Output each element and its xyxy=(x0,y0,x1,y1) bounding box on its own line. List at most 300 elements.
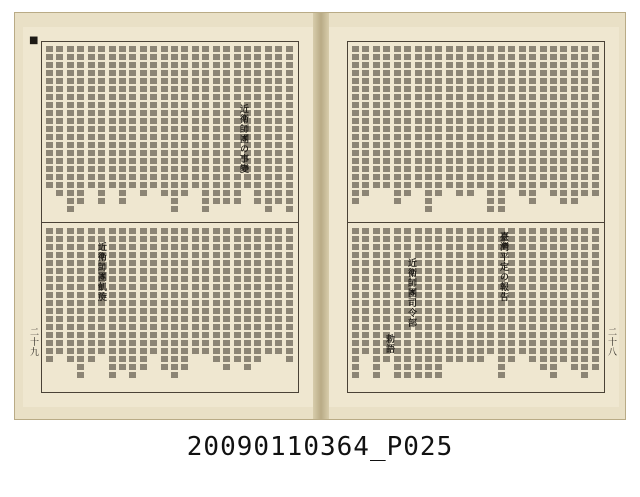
glyph-mark xyxy=(477,118,484,124)
glyph-mark xyxy=(129,78,136,84)
glyph-mark xyxy=(181,174,188,180)
glyph-mark xyxy=(202,158,209,164)
glyph-mark xyxy=(571,134,578,140)
glyph-mark xyxy=(171,268,178,274)
glyph-mark xyxy=(550,260,557,266)
glyph-mark xyxy=(286,276,293,282)
glyph-mark xyxy=(571,356,578,362)
glyph-mark xyxy=(234,198,241,204)
glyph-mark xyxy=(109,182,116,188)
glyph-mark xyxy=(519,244,526,250)
glyph-mark xyxy=(161,134,168,140)
glyph-mark xyxy=(383,244,390,250)
glyph-mark xyxy=(140,166,147,172)
glyph-mark xyxy=(352,244,359,250)
glyph-mark xyxy=(404,244,411,250)
glyph-mark xyxy=(150,150,157,156)
glyph-mark xyxy=(508,300,515,306)
text-column xyxy=(550,46,558,218)
text-column xyxy=(56,228,64,388)
glyph-mark xyxy=(529,228,536,234)
glyph-mark xyxy=(46,94,53,100)
glyph-mark xyxy=(98,324,105,330)
glyph-mark xyxy=(467,332,474,338)
glyph-mark xyxy=(67,118,74,124)
glyph-mark xyxy=(223,332,230,338)
glyph-mark xyxy=(254,182,261,188)
glyph-mark xyxy=(88,260,95,266)
glyph-mark xyxy=(529,236,536,242)
glyph-mark xyxy=(88,126,95,132)
glyph-mark xyxy=(519,150,526,156)
glyph-mark xyxy=(592,324,599,330)
glyph-mark xyxy=(234,252,241,258)
glyph-mark xyxy=(181,150,188,156)
glyph-mark xyxy=(446,158,453,164)
glyph-mark xyxy=(265,94,272,100)
glyph-mark xyxy=(254,142,261,148)
glyph-mark xyxy=(129,276,136,282)
glyph-mark xyxy=(88,102,95,108)
glyph-mark xyxy=(498,198,505,204)
glyph-mark xyxy=(119,142,126,148)
glyph-mark xyxy=(119,54,126,60)
glyph-mark xyxy=(362,190,369,196)
glyph-mark xyxy=(477,348,484,354)
glyph-mark xyxy=(456,54,463,60)
glyph-mark xyxy=(265,182,272,188)
glyph-mark xyxy=(223,300,230,306)
glyph-mark xyxy=(150,78,157,84)
glyph-mark xyxy=(519,236,526,242)
text-column xyxy=(181,46,189,218)
glyph-mark xyxy=(362,62,369,68)
glyph-mark xyxy=(571,86,578,92)
glyph-mark xyxy=(571,166,578,172)
glyph-mark xyxy=(477,150,484,156)
glyph-mark xyxy=(362,134,369,140)
glyph-mark xyxy=(456,62,463,68)
glyph-mark xyxy=(286,182,293,188)
glyph-mark xyxy=(46,260,53,266)
glyph-mark xyxy=(181,308,188,314)
glyph-mark xyxy=(150,174,157,180)
glyph-mark xyxy=(286,54,293,60)
glyph-mark xyxy=(119,94,126,100)
glyph-mark xyxy=(394,316,401,322)
glyph-mark xyxy=(425,70,432,76)
glyph-mark xyxy=(487,166,494,172)
glyph-mark xyxy=(394,228,401,234)
glyph-mark xyxy=(223,198,230,204)
glyph-mark xyxy=(171,142,178,148)
glyph-mark xyxy=(540,252,547,258)
glyph-mark xyxy=(487,236,494,242)
glyph-mark xyxy=(487,316,494,322)
glyph-mark xyxy=(67,252,74,258)
glyph-mark xyxy=(581,236,588,242)
glyph-mark xyxy=(119,46,126,52)
glyph-mark xyxy=(119,308,126,314)
right-heading-bottom-1: 臺灣平定の報告 xyxy=(498,232,508,302)
glyph-mark xyxy=(550,126,557,132)
text-column xyxy=(529,228,537,388)
glyph-mark xyxy=(213,308,220,314)
glyph-mark xyxy=(487,190,494,196)
glyph-mark xyxy=(223,276,230,282)
glyph-mark xyxy=(223,284,230,290)
glyph-mark xyxy=(571,244,578,250)
glyph-mark xyxy=(192,244,199,250)
glyph-mark xyxy=(181,118,188,124)
glyph-mark xyxy=(46,292,53,298)
glyph-mark xyxy=(140,62,147,68)
glyph-mark xyxy=(373,364,380,370)
glyph-mark xyxy=(119,332,126,338)
glyph-mark xyxy=(171,244,178,250)
glyph-mark xyxy=(394,300,401,306)
glyph-mark xyxy=(223,364,230,370)
glyph-mark xyxy=(550,292,557,298)
glyph-mark xyxy=(119,340,126,346)
glyph-mark xyxy=(56,260,63,266)
glyph-mark xyxy=(244,252,251,258)
glyph-mark xyxy=(213,126,220,132)
glyph-mark xyxy=(171,324,178,330)
glyph-mark xyxy=(467,276,474,282)
glyph-mark xyxy=(425,252,432,258)
glyph-mark xyxy=(581,364,588,370)
glyph-mark xyxy=(192,228,199,234)
glyph-mark xyxy=(446,78,453,84)
glyph-mark xyxy=(202,70,209,76)
glyph-mark xyxy=(477,356,484,362)
glyph-mark xyxy=(275,340,282,346)
glyph-mark xyxy=(592,292,599,298)
text-column xyxy=(498,46,506,218)
glyph-mark xyxy=(244,54,251,60)
glyph-mark xyxy=(487,284,494,290)
glyph-mark xyxy=(109,268,116,274)
glyph-mark xyxy=(202,102,209,108)
text-column xyxy=(77,228,85,388)
glyph-mark xyxy=(571,252,578,258)
glyph-mark xyxy=(119,228,126,234)
glyph-mark xyxy=(140,94,147,100)
glyph-mark xyxy=(571,158,578,164)
glyph-mark xyxy=(254,94,261,100)
glyph-mark xyxy=(254,316,261,322)
glyph-mark xyxy=(223,182,230,188)
glyph-mark xyxy=(244,364,251,370)
glyph-mark xyxy=(571,190,578,196)
glyph-mark xyxy=(383,118,390,124)
glyph-mark xyxy=(435,46,442,52)
glyph-mark xyxy=(581,372,588,378)
glyph-mark xyxy=(234,62,241,68)
glyph-mark xyxy=(415,372,422,378)
glyph-mark xyxy=(286,252,293,258)
glyph-mark xyxy=(415,118,422,124)
glyph-mark xyxy=(150,118,157,124)
glyph-mark xyxy=(254,340,261,346)
glyph-mark xyxy=(592,142,599,148)
text-column xyxy=(119,46,127,218)
glyph-mark xyxy=(98,86,105,92)
glyph-mark xyxy=(456,332,463,338)
glyph-mark xyxy=(109,260,116,266)
glyph-mark xyxy=(519,110,526,116)
glyph-mark xyxy=(415,348,422,354)
glyph-mark xyxy=(540,166,547,172)
glyph-mark xyxy=(223,292,230,298)
glyph-mark xyxy=(244,332,251,338)
glyph-mark xyxy=(67,292,74,298)
glyph-mark xyxy=(592,110,599,116)
glyph-mark xyxy=(67,206,74,212)
glyph-mark xyxy=(592,94,599,100)
glyph-mark xyxy=(98,78,105,84)
glyph-mark xyxy=(352,236,359,242)
glyph-mark xyxy=(550,134,557,140)
glyph-mark xyxy=(56,340,63,346)
glyph-mark xyxy=(213,110,220,116)
glyph-mark xyxy=(254,236,261,242)
glyph-mark xyxy=(119,70,126,76)
glyph-mark xyxy=(181,182,188,188)
glyph-mark xyxy=(550,118,557,124)
text-column xyxy=(571,46,579,218)
glyph-mark xyxy=(192,94,199,100)
glyph-mark xyxy=(254,260,261,266)
glyph-mark xyxy=(592,348,599,354)
glyph-mark xyxy=(529,356,536,362)
glyph-mark xyxy=(467,182,474,188)
glyph-mark xyxy=(244,46,251,52)
glyph-mark xyxy=(213,158,220,164)
glyph-mark xyxy=(56,54,63,60)
glyph-mark xyxy=(519,62,526,68)
glyph-mark xyxy=(456,348,463,354)
glyph-mark xyxy=(223,340,230,346)
glyph-mark xyxy=(181,94,188,100)
glyph-mark xyxy=(213,228,220,234)
glyph-mark xyxy=(446,324,453,330)
glyph-mark xyxy=(529,324,536,330)
glyph-mark xyxy=(456,126,463,132)
glyph-mark xyxy=(487,94,494,100)
glyph-mark xyxy=(456,182,463,188)
glyph-mark xyxy=(456,284,463,290)
glyph-mark xyxy=(161,340,168,346)
glyph-mark xyxy=(265,268,272,274)
glyph-mark xyxy=(394,276,401,282)
glyph-mark xyxy=(529,174,536,180)
glyph-mark xyxy=(487,276,494,282)
glyph-mark xyxy=(467,268,474,274)
glyph-mark xyxy=(181,316,188,322)
glyph-mark xyxy=(373,70,380,76)
glyph-mark xyxy=(98,332,105,338)
glyph-mark xyxy=(286,118,293,124)
glyph-mark xyxy=(77,46,84,52)
glyph-mark xyxy=(171,174,178,180)
glyph-mark xyxy=(234,260,241,266)
glyph-mark xyxy=(415,54,422,60)
glyph-mark xyxy=(362,158,369,164)
glyph-mark xyxy=(550,308,557,314)
glyph-mark xyxy=(550,284,557,290)
glyph-mark xyxy=(234,324,241,330)
glyph-mark xyxy=(109,150,116,156)
glyph-mark xyxy=(181,86,188,92)
glyph-mark xyxy=(519,316,526,322)
glyph-mark xyxy=(487,142,494,148)
glyph-mark xyxy=(77,78,84,84)
glyph-mark xyxy=(404,118,411,124)
text-column xyxy=(254,228,262,388)
glyph-mark xyxy=(202,340,209,346)
glyph-mark xyxy=(77,300,84,306)
text-column xyxy=(581,228,589,388)
text-column xyxy=(383,228,391,388)
glyph-mark xyxy=(373,348,380,354)
glyph-mark xyxy=(415,142,422,148)
glyph-mark xyxy=(508,110,515,116)
glyph-mark xyxy=(446,292,453,298)
glyph-mark xyxy=(581,110,588,116)
glyph-mark xyxy=(46,268,53,274)
text-column xyxy=(435,46,443,218)
glyph-mark xyxy=(456,316,463,322)
glyph-mark xyxy=(254,126,261,132)
glyph-mark xyxy=(77,158,84,164)
glyph-mark xyxy=(425,46,432,52)
glyph-mark xyxy=(404,332,411,338)
glyph-mark xyxy=(519,134,526,140)
glyph-mark xyxy=(446,332,453,338)
glyph-mark xyxy=(373,94,380,100)
glyph-mark xyxy=(550,236,557,242)
text-column xyxy=(592,228,600,388)
glyph-mark xyxy=(223,118,230,124)
glyph-mark xyxy=(508,158,515,164)
glyph-mark xyxy=(161,236,168,242)
glyph-mark xyxy=(161,268,168,274)
glyph-mark xyxy=(362,174,369,180)
glyph-mark xyxy=(498,102,505,108)
glyph-mark xyxy=(560,166,567,172)
glyph-mark xyxy=(550,324,557,330)
glyph-mark xyxy=(592,126,599,132)
glyph-mark xyxy=(171,70,178,76)
glyph-mark xyxy=(498,54,505,60)
glyph-mark xyxy=(192,134,199,140)
glyph-mark xyxy=(560,70,567,76)
glyph-mark xyxy=(581,190,588,196)
text-column xyxy=(213,228,221,388)
glyph-mark xyxy=(98,62,105,68)
glyph-mark xyxy=(540,340,547,346)
glyph-mark xyxy=(487,110,494,116)
glyph-mark xyxy=(109,54,116,60)
glyph-mark xyxy=(244,62,251,68)
glyph-mark xyxy=(415,166,422,172)
glyph-mark xyxy=(161,110,168,116)
text-column xyxy=(373,228,381,388)
glyph-mark xyxy=(77,284,84,290)
glyph-mark xyxy=(181,46,188,52)
glyph-mark xyxy=(46,308,53,314)
glyph-mark xyxy=(286,206,293,212)
glyph-mark xyxy=(192,236,199,242)
glyph-mark xyxy=(456,94,463,100)
glyph-mark xyxy=(519,174,526,180)
glyph-mark xyxy=(88,118,95,124)
glyph-mark xyxy=(529,276,536,282)
glyph-mark xyxy=(373,244,380,250)
glyph-mark xyxy=(46,244,53,250)
glyph-mark xyxy=(529,348,536,354)
glyph-mark xyxy=(88,228,95,234)
glyph-mark xyxy=(286,174,293,180)
glyph-mark xyxy=(109,300,116,306)
text-column xyxy=(192,228,200,388)
glyph-mark xyxy=(560,158,567,164)
glyph-mark xyxy=(415,102,422,108)
glyph-mark xyxy=(171,260,178,266)
glyph-mark xyxy=(467,260,474,266)
glyph-mark xyxy=(435,308,442,314)
glyph-mark xyxy=(560,190,567,196)
glyph-mark xyxy=(234,348,241,354)
glyph-mark xyxy=(202,300,209,306)
glyph-mark xyxy=(150,252,157,258)
glyph-mark xyxy=(192,78,199,84)
glyph-mark xyxy=(234,308,241,314)
glyph-mark xyxy=(67,62,74,68)
glyph-mark xyxy=(286,158,293,164)
glyph-mark xyxy=(140,86,147,92)
text-column xyxy=(456,46,464,218)
glyph-mark xyxy=(404,150,411,156)
glyph-mark xyxy=(456,260,463,266)
glyph-mark xyxy=(202,236,209,242)
glyph-mark xyxy=(77,276,84,282)
text-column xyxy=(67,46,75,218)
glyph-mark xyxy=(56,70,63,76)
glyph-mark xyxy=(373,332,380,338)
glyph-mark xyxy=(129,166,136,172)
glyph-mark xyxy=(467,110,474,116)
glyph-mark xyxy=(88,284,95,290)
glyph-mark xyxy=(223,150,230,156)
glyph-mark xyxy=(383,268,390,274)
glyph-mark xyxy=(234,46,241,52)
glyph-mark xyxy=(67,244,74,250)
glyph-mark xyxy=(550,348,557,354)
glyph-mark xyxy=(467,54,474,60)
glyph-mark xyxy=(362,292,369,298)
glyph-mark xyxy=(129,236,136,242)
glyph-mark xyxy=(286,46,293,52)
glyph-mark xyxy=(213,198,220,204)
glyph-mark xyxy=(119,356,126,362)
glyph-mark xyxy=(498,70,505,76)
right-heading-bottom-2: 近衛師團司令部 xyxy=(406,258,416,328)
glyph-mark xyxy=(467,340,474,346)
glyph-mark xyxy=(192,300,199,306)
